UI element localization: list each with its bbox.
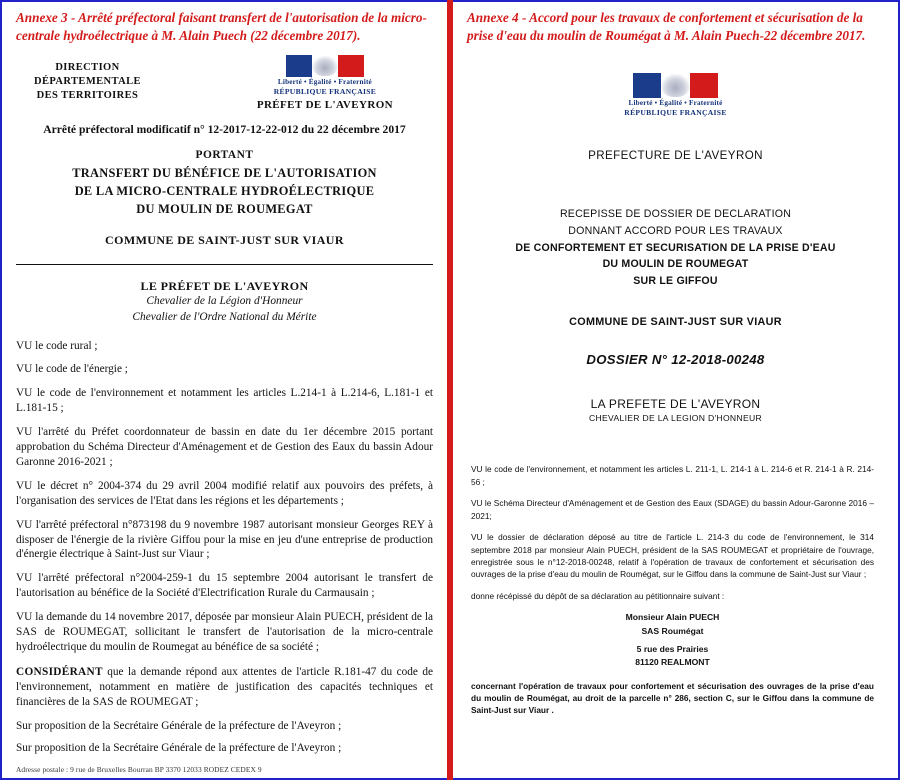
recepisse-line-2: DONNANT ACCORD POUR LES TRAVAUX xyxy=(568,224,783,237)
left-document-body xyxy=(2,55,447,754)
vu-item: VU le code rural ; xyxy=(16,339,98,352)
left-commune-line: COMMUNE DE SAINT-JUST SUR VIAUR xyxy=(105,232,344,247)
right-annex-caption: Annexe 4 - Accord pour les travaux de confortement et sécurisation de la prise d'eau du moulin de Roumégat à M. Alain Puech-22 décembre 2017. xyxy=(467,10,866,43)
dossier-number: DOSSIER N° 12-2018-00248 xyxy=(586,352,765,368)
french-flag-icon xyxy=(633,73,719,98)
petitioner-name: Monsieur Alain PUECH xyxy=(625,612,720,623)
dept-line-2: DÉPARTEMENTALE xyxy=(34,75,141,87)
republic-motto: Liberté • Égalité • Fraternité xyxy=(628,98,723,107)
vu-item: VU l'arrêté préfectoral n°2004-259-1 du 15 septembre 2004 autorisant le transfert de l'autorisation au bénéfice de la Société d'Electrification Rurale du Carmausain ; xyxy=(16,572,433,600)
republic-name: RÉPUBLIQUE FRANÇAISE xyxy=(624,107,727,117)
recepisse-line-5: SUR LE GIFFOU xyxy=(633,275,718,288)
dept-line-3: DES TERRITOIRES xyxy=(36,89,139,101)
recepisse-line-3: DE CONFORTEMENT ET SECURISATION DE LA PRISE D'EAU xyxy=(515,241,836,254)
petitioner-city: 81120 REALMONT xyxy=(635,657,710,668)
portant-label: PORTANT xyxy=(195,148,254,161)
right-vu-item: VU le Schéma Directeur d'Aménagement et de Gestion des Eaux (SDAGE) du bassin Adour-Garonne 2016 – 2021; xyxy=(471,498,874,521)
right-commune-line: COMMUNE DE SAINT-JUST SUR VIAUR xyxy=(569,316,782,329)
arrete-reference-line: Arrêté préfectoral modificatif n° 12-2017-12-22-012 du 22 décembre 2017 xyxy=(43,122,406,136)
vu-item: VU l'arrêté du Préfet coordonnateur de bassin en date du 1er décembre 2015 portant approbation du Schéma Directeur d'Aménagement et de Gestion des Eaux du bassin Adour Garonne 2016-2021 ; xyxy=(16,426,433,468)
considerant-text: que la demande répond aux attentes de l'article R.181-47 du code de l'environnement, notamment en matière de justification des capacités techniques et financières de la SAS de ROUMEGAT ; xyxy=(16,665,433,708)
dept-line-1: DIRECTION xyxy=(55,61,120,73)
petitioner-street: 5 rue des Prairies xyxy=(636,643,709,654)
left-header-row xyxy=(16,55,433,111)
prefet-subtitle-1: Chevalier de la Légion d'Honneur xyxy=(146,294,303,307)
sur-proposition-2: Sur proposition de la Secrétaire Générale de la préfecture de l'Aveyron ; xyxy=(16,741,342,754)
prefecture-line: PREFECTURE DE L'AVEYRON xyxy=(588,148,763,162)
right-vu-item: VU le code de l'environnement, et notamment les articles L. 211-1, L. 214-1 à L. 214-6 et R. 214-1 à R. 214-56 ; xyxy=(471,464,874,487)
right-vu-item: VU le dossier de déclaration déposé au titre de l'article L. 214-3 du code de l'environnement, le 314 septembre 2018 par monsieur Alain PUECH, président de la SAS ROUMEGAT et propriétaire de l'ouvrage, enregistrée sous le n°12-2018-00248, relatif à l'opération de travaux de confortement et sécurisation des ouvrages de la prise d'eau du moulin de Roumégat, sur le Giffou dans la commune de Saint-Just sur Viaur ; xyxy=(471,532,874,580)
title-line-3: DU MOULIN DE ROUMEGAT xyxy=(136,201,313,216)
vu-item: VU le code de l'énergie ; xyxy=(16,363,128,376)
petitioner-address-block xyxy=(471,611,874,669)
vu-item: VU le code de l'environnement et notamment les articles L.214-1 à L.214-6, L.181-1 et L.181-15 ; xyxy=(16,387,433,415)
marianne-icon xyxy=(661,74,690,97)
prefet-subtitle-2: Chevalier de l'Ordre National du Mérite xyxy=(132,310,317,323)
title-line-2: DE LA MICRO-CENTRALE HYDROÉLECTRIQUE xyxy=(74,183,375,198)
concernant-paragraph: concernant l'opération de travaux pour confortement et sécurisation des ouvrages de la prise d'eau du moulin de Roumégat, au droit de la parcelle n° 286, section C, sur le Giffou dans la commune de Saint-Just sur Viaur . xyxy=(471,680,874,716)
sur-proposition-1: Sur proposition de la Secrétaire Générale de la préfecture de l'Aveyron ; xyxy=(16,719,342,732)
donne-recepisse-line: donne récépissé du dépôt de sa déclaration au pétitionnaire suivant : xyxy=(471,590,725,601)
left-footer-address: Adresse postale : 9 rue de Bruxelles Bourran BP 3370 12033 RODEZ CEDEX 9 xyxy=(16,765,262,774)
vu-item: VU le décret n° 2004-374 du 29 avril 2004 modifié relatif aux pouvoirs des préfets, à l'organisation des services de l'Etat dans les régions et les départements ; xyxy=(16,479,433,507)
right-republic-emblem-block xyxy=(453,73,898,117)
title-line-1: TRANSFERT DU BÉNÉFICE DE L'AUTORISATION xyxy=(72,165,377,180)
left-document-panel xyxy=(0,0,447,780)
vu-item: VU la demande du 14 novembre 2017, déposée par monsieur Alain PUECH, président de la SAS de ROUMEGAT, sollicitant le transfert de l'autorisation de la micro-centrale hydroélectrique du moulin de Roumegat au bénéfice de sa société ; xyxy=(16,611,433,654)
document-title xyxy=(16,165,433,219)
vu-list xyxy=(16,339,433,655)
right-document-panel xyxy=(453,0,900,780)
recepisse-title-block xyxy=(453,206,898,291)
french-flag-icon xyxy=(286,55,364,77)
recepisse-line-1: RECEPISSE DE DOSSIER DE DECLARATION xyxy=(559,207,792,220)
considerant-label: CONSIDÉRANT xyxy=(16,665,103,678)
prefet-title: LE PRÉFET DE L'AVEYRON xyxy=(140,278,309,293)
prefet-header-line: PRÉFET DE L'AVEYRON xyxy=(256,98,393,111)
right-document-body xyxy=(453,463,898,717)
marianne-icon xyxy=(312,56,338,76)
departmental-direction-block xyxy=(16,55,141,104)
republic-motto: Liberté • Égalité • Fraternité xyxy=(277,77,372,86)
left-divider-rule xyxy=(16,264,433,265)
left-annex-caption: Annexe 3 - Arrêté préfectoral faisant transfert de l'autorisation de la micro-centrale hydroélectrique à M. Alain Puech (22 décembre 2017). xyxy=(16,10,427,43)
vu-item: VU l'arrêté préfectoral n°873198 du 9 novembre 1987 autorisant monsieur Georges REY à disposer de l'énergie de la rivière Giffou pour la mise en jeu d'une entreprise de production d'énergie électrique à Saint-Just sur Viaur ; xyxy=(16,518,433,561)
prefete-subtitle: CHEVALIER DE LA LEGION D'HONNEUR xyxy=(589,413,762,424)
republic-emblem-block xyxy=(257,55,433,111)
petitioner-company: SAS Roumégat xyxy=(641,625,704,636)
prefete-title: LA PREFETE DE L'AVEYRON xyxy=(590,397,761,412)
considerant-paragraph xyxy=(16,665,433,710)
republic-name: RÉPUBLIQUE FRANÇAISE xyxy=(273,86,377,96)
recepisse-line-4: DU MOULIN DE ROUMEGAT xyxy=(602,258,749,271)
